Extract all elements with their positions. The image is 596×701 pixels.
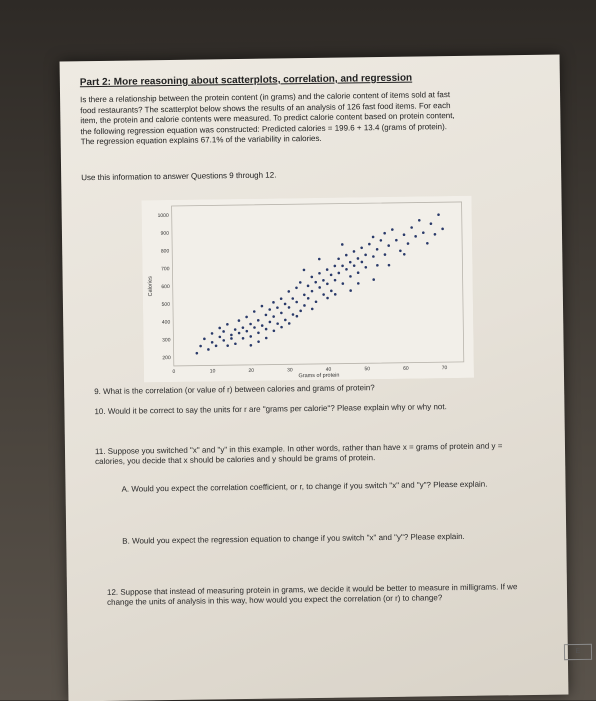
y-tick-label: 1000	[157, 212, 169, 220]
x-tick-label: 40	[325, 366, 332, 373]
x-tick-label: 0	[172, 368, 176, 375]
question-10: 10. Would it be correct to say the units for r are "grams per calorie"? Please explain why or why not.	[94, 402, 447, 417]
y-tick-label: 900	[160, 230, 170, 237]
scatterplot	[142, 196, 475, 383]
x-axis-label: Grams of protein	[298, 372, 340, 380]
y-tick-label: 500	[161, 301, 171, 308]
x-tick-label: 50	[364, 366, 371, 373]
instructions-line: Use this information to answer Questions 9 through 12.	[81, 170, 277, 183]
question-11: 11. Suppose you switched "x" and "y" in this example. In other words, rather than have x = grams of protein and y = calories, you decide that x should be calories and y should be grams of protein.	[94, 441, 503, 467]
intro-line: food restaurants? The scatterplot below shows the results of an analysis of 126 fast food items. For each	[80, 100, 451, 115]
worksheet-page	[60, 55, 569, 701]
question-11b: B. Would you expect the regression equation to change if you switch "x" and "y"? Please explain.	[122, 531, 465, 546]
x-tick-label: 60	[403, 365, 409, 372]
y-tick-label: 700	[161, 266, 170, 273]
section-heading: Part 2: More reasoning about scatterplots, correlation, and regression	[79, 72, 413, 89]
intro-paragraph	[80, 89, 541, 148]
corner-label: E	[564, 644, 592, 660]
y-tick-label: 200	[162, 355, 171, 362]
intro-line: Is there a relationship between the protein content (in grams) and the calorie content of items sold at fast	[80, 90, 451, 105]
intro-line: item, the protein and calorie contents were measured. To predict calorie content based on protein content,	[80, 111, 455, 126]
y-tick-label: 400	[161, 319, 171, 326]
plot-background	[142, 196, 475, 383]
question-9: 9. What is the correlation (or value of r) between calories and grams of protein?	[94, 383, 375, 397]
y-tick-label: 600	[161, 284, 170, 291]
intro-line: the following regression equation was constructed: Predicted calories = 199.6 + 13.4 (grams of protein).	[80, 121, 447, 136]
y-tick-label: 300	[162, 337, 171, 344]
x-tick-label: 30	[287, 367, 293, 374]
x-tick-label: 70	[441, 365, 448, 372]
question-11a: A. Would you expect the correlation coefficient, or r, to change if you switch "x" and "y"? Please explain.	[121, 479, 488, 494]
x-tick-label: 10	[209, 368, 216, 375]
intro-line: The regression equation explains 67.1% of the variability in calories.	[80, 133, 322, 147]
y-axis-label: Calories	[147, 276, 154, 297]
question-12: 12. Suppose that instead of measuring protein in grams, we decide it would be better to measure in milligrams. If we change the units of analysis in this way, how would you expect the correlation (or r) to change?	[106, 582, 518, 607]
x-tick-label: 20	[248, 367, 255, 374]
y-tick-label: 800	[160, 248, 170, 255]
